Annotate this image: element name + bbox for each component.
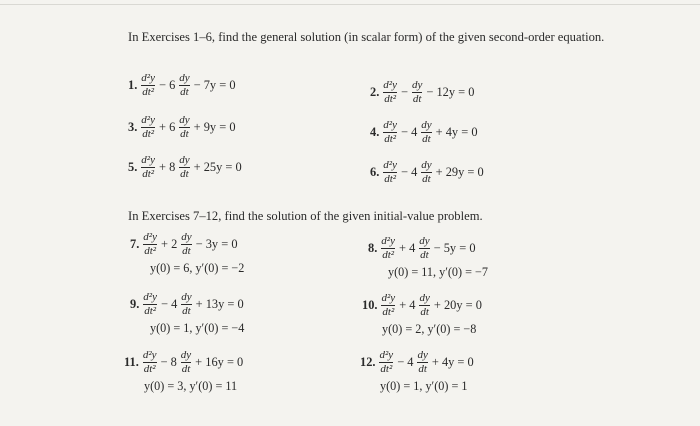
equation-rest: + 29y = 0 xyxy=(435,165,484,179)
first-coefficient: + 6 xyxy=(158,120,176,134)
second-derivative xyxy=(142,292,158,317)
first-coefficient: + 2 xyxy=(160,237,178,251)
denominator: dt xyxy=(182,305,191,317)
denominator: dt² xyxy=(384,133,397,145)
numerator: d²y xyxy=(379,349,394,361)
numerator: d²y xyxy=(141,154,155,166)
equation xyxy=(124,350,245,375)
equation xyxy=(360,350,476,375)
first-derivative xyxy=(418,236,430,261)
first-derivative xyxy=(416,350,428,375)
second-derivative xyxy=(379,350,395,375)
first-coefficient: − xyxy=(400,85,408,99)
exercise-number: 3. xyxy=(128,120,138,134)
numerator: dy xyxy=(421,159,432,171)
denominator: dt xyxy=(180,86,189,98)
numerator: d²y xyxy=(381,235,395,247)
numerator: d²y xyxy=(143,291,157,303)
equation xyxy=(130,232,244,257)
exercise-number: 12. xyxy=(360,355,376,369)
exercise-5 xyxy=(128,155,244,180)
second-derivative xyxy=(382,120,398,145)
equation xyxy=(362,293,484,318)
numerator: d²y xyxy=(141,72,155,84)
denominator: dt xyxy=(422,173,431,185)
equation-rest: + 13y = 0 xyxy=(195,297,244,311)
equation-rest: + 4y = 0 xyxy=(435,125,478,139)
numerator: d²y xyxy=(383,119,397,131)
initial-conditions: y(0) = 11, y′(0) = −7 xyxy=(388,265,489,279)
second-derivative xyxy=(142,350,158,375)
divider xyxy=(0,4,700,5)
equation-rest: − 7y = 0 xyxy=(193,78,236,92)
numerator: dy xyxy=(179,114,190,126)
denominator: dt² xyxy=(384,173,397,185)
numerator: dy xyxy=(419,292,430,304)
numerator: dy xyxy=(181,231,192,243)
denominator: dt xyxy=(182,245,191,257)
first-derivative xyxy=(180,232,192,257)
equation xyxy=(370,120,480,145)
intro-initial-value: In Exercises 7–12, find the solution of the given initial-value problem. xyxy=(128,209,483,223)
equation xyxy=(128,115,238,140)
second-derivative xyxy=(142,232,158,257)
numerator: d²y xyxy=(143,231,157,243)
initial-conditions: y(0) = 2, y′(0) = −8 xyxy=(382,322,477,336)
denominator: dt² xyxy=(142,168,155,180)
numerator: dy xyxy=(421,119,432,131)
denominator: dt² xyxy=(144,305,157,317)
equation-rest: + 9y = 0 xyxy=(193,120,236,134)
first-derivative xyxy=(420,160,432,185)
equation-rest: + 20y = 0 xyxy=(433,298,482,312)
denominator: dt² xyxy=(382,306,395,318)
first-coefficient: + 4 xyxy=(399,298,416,312)
equation xyxy=(370,160,486,185)
denominator: dt² xyxy=(143,363,156,375)
first-derivative xyxy=(411,80,423,105)
first-derivative xyxy=(180,350,192,375)
second-derivative xyxy=(382,160,398,185)
exercise-number: 5. xyxy=(128,160,138,174)
denominator: dt² xyxy=(142,128,155,140)
intro-general-solution: In Exercises 1–6, find the general solution (in scalar form) of the given second-order equation. xyxy=(128,30,605,44)
first-coefficient: + 8 xyxy=(158,160,176,174)
exercise-number: 2. xyxy=(370,85,380,99)
numerator: dy xyxy=(417,349,428,361)
second-derivative xyxy=(140,155,156,180)
equation xyxy=(128,155,244,180)
equation-rest: − 3y = 0 xyxy=(195,237,238,251)
initial-conditions: y(0) = 1, y′(0) = −4 xyxy=(150,321,245,335)
exercise-number: 11. xyxy=(124,355,139,369)
first-coefficient: − 4 xyxy=(400,165,418,179)
first-coefficient: − 8 xyxy=(160,355,177,369)
equation-rest: + 4y = 0 xyxy=(431,355,474,369)
exercise-9 xyxy=(130,292,246,336)
numerator: dy xyxy=(180,349,192,361)
exercise-8 xyxy=(368,236,488,280)
numerator: d²y xyxy=(381,292,396,304)
equation-rest: − 5y = 0 xyxy=(433,241,476,255)
exercise-number: 6. xyxy=(370,165,380,179)
denominator: dt² xyxy=(144,245,157,257)
first-coefficient: − 4 xyxy=(160,297,178,311)
equation xyxy=(128,73,238,98)
second-derivative xyxy=(140,73,156,98)
first-derivative xyxy=(178,155,190,180)
exercise-6 xyxy=(370,160,486,185)
equation xyxy=(130,292,246,317)
exercise-number: 4. xyxy=(370,125,380,139)
second-derivative xyxy=(380,236,396,261)
exercise-number: 7. xyxy=(130,237,140,251)
denominator: dt xyxy=(420,306,429,318)
denominator: dt² xyxy=(380,363,393,375)
numerator: dy xyxy=(179,72,190,84)
exercise-number: 1. xyxy=(128,78,138,92)
numerator: dy xyxy=(181,291,192,303)
first-derivative xyxy=(420,120,432,145)
exercise-2 xyxy=(370,80,476,105)
exercise-7 xyxy=(130,232,244,276)
exercise-3 xyxy=(128,115,238,140)
numerator: dy xyxy=(419,235,430,247)
initial-conditions: y(0) = 1, y′(0) = 1 xyxy=(380,379,468,393)
exercise-10 xyxy=(362,293,484,337)
first-coefficient: − 4 xyxy=(400,125,418,139)
denominator: dt xyxy=(180,168,189,180)
equation-rest: + 25y = 0 xyxy=(193,160,242,174)
numerator: d²y xyxy=(141,114,155,126)
exercise-12 xyxy=(360,350,476,394)
exercise-11 xyxy=(124,350,245,394)
numerator: dy xyxy=(411,79,423,91)
denominator: dt xyxy=(412,93,422,105)
denominator: dt xyxy=(181,363,191,375)
denominator: dt² xyxy=(142,86,155,98)
initial-conditions: y(0) = 6, y′(0) = −2 xyxy=(150,261,245,275)
denominator: dt² xyxy=(384,93,397,105)
second-derivative xyxy=(381,293,397,318)
first-derivative xyxy=(180,292,192,317)
denominator: dt xyxy=(420,249,429,261)
second-derivative xyxy=(140,115,156,140)
numerator: d²y xyxy=(383,159,397,171)
first-derivative xyxy=(178,115,190,140)
exercise-4 xyxy=(370,120,480,145)
first-derivative xyxy=(418,293,430,318)
denominator: dt xyxy=(180,128,189,140)
denominator: dt² xyxy=(382,249,395,261)
exercise-1 xyxy=(128,73,238,98)
first-derivative xyxy=(178,73,190,98)
equation xyxy=(368,236,488,261)
second-derivative xyxy=(382,80,398,105)
equation xyxy=(370,80,476,105)
denominator: dt xyxy=(418,363,427,375)
exercise-number: 9. xyxy=(130,297,140,311)
first-coefficient: − 4 xyxy=(397,355,414,369)
first-coefficient: + 4 xyxy=(398,241,416,255)
equation-rest: + 16y = 0 xyxy=(195,355,244,369)
exercise-number: 8. xyxy=(368,241,378,255)
exercise-number: 10. xyxy=(362,298,378,312)
initial-conditions: y(0) = 3, y′(0) = 11 xyxy=(144,379,238,393)
first-coefficient: − 6 xyxy=(158,78,176,92)
numerator: d²y xyxy=(142,349,157,361)
numerator: dy xyxy=(179,154,190,166)
denominator: dt xyxy=(422,133,431,145)
numerator: d²y xyxy=(383,79,397,91)
equation-rest: − 12y = 0 xyxy=(426,85,475,99)
